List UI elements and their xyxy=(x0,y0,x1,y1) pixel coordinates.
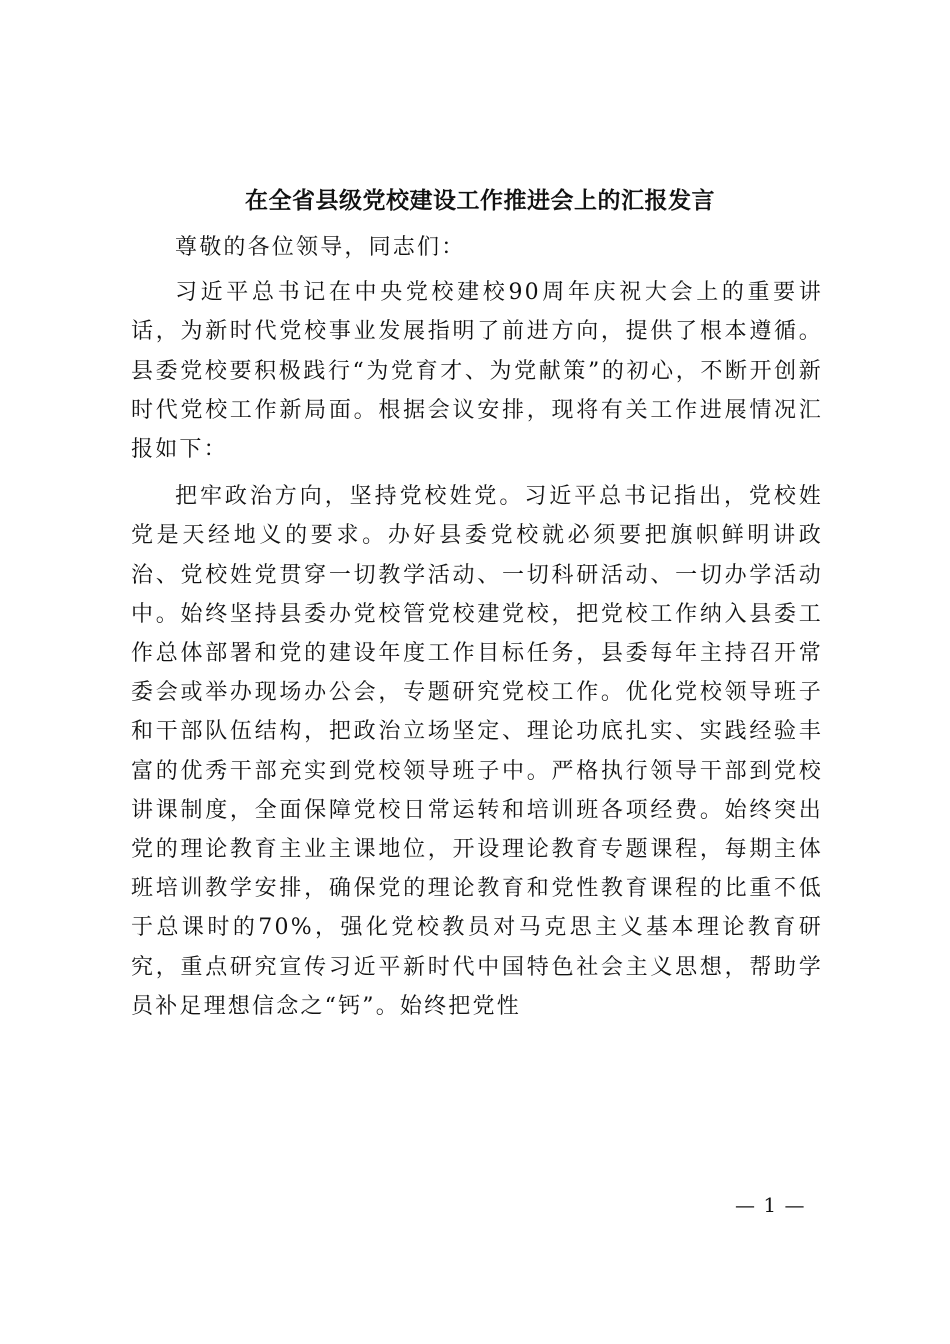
paragraph-political-direction: 把牢政治方向，坚持党校姓党。习近平总书记指出，党校姓党是天经地义的要求。办好县委党校就必须要把旗帜鲜明讲政治、党校姓党贯穿一切教学活动、一切科研活动、一切办学活动中。始终坚持县委办党校管党校建党校，把党校工作纳入县委工作总体部署和党的建设年度工作目标任务，县委每年主持召开常委会或举办现场办公会，专题研究党校工作。优化党校领导班子和干部队伍结构，把政治立场坚定、理论功底扎实、实践经验丰富的优秀干部充实到党校领导班子中。严格执行领导干部到党校讲课制度，全面保障党校日常运转和培训班各项经费。始终突出党的理论教育主业主课地位，开设理论教育专题课程，每期主体班培训教学安排，确保党的理论教育和党性教育课程的比重不低于总课时的70%，强化党校教员对马克思主义基本理论教育研究，重点研究宣传习近平新时代中国特色社会主义思想，帮助学员补足理想信念之“钙”。始终把党性 xyxy=(131,484,823,1019)
document-title: 在全省县级党校建设工作推进会上的汇报发言 xyxy=(245,187,715,214)
salutation: 尊敬的各位领导，同志们： xyxy=(175,235,466,260)
page-number: — 1 — xyxy=(735,1193,806,1217)
paragraph-intro: 习近平总书记在中央党校建校90周年庆祝大会上的重要讲话，为新时代党校事业发展指明了前进方向，提供了根本遵循。县委党校要积极践行“为党育才、为党献策”的初心，不断开创新时代党校工作新局面。根据会议安排，现将有关工作进展情况汇报如下： xyxy=(131,280,823,463)
document-body xyxy=(131,228,823,1026)
